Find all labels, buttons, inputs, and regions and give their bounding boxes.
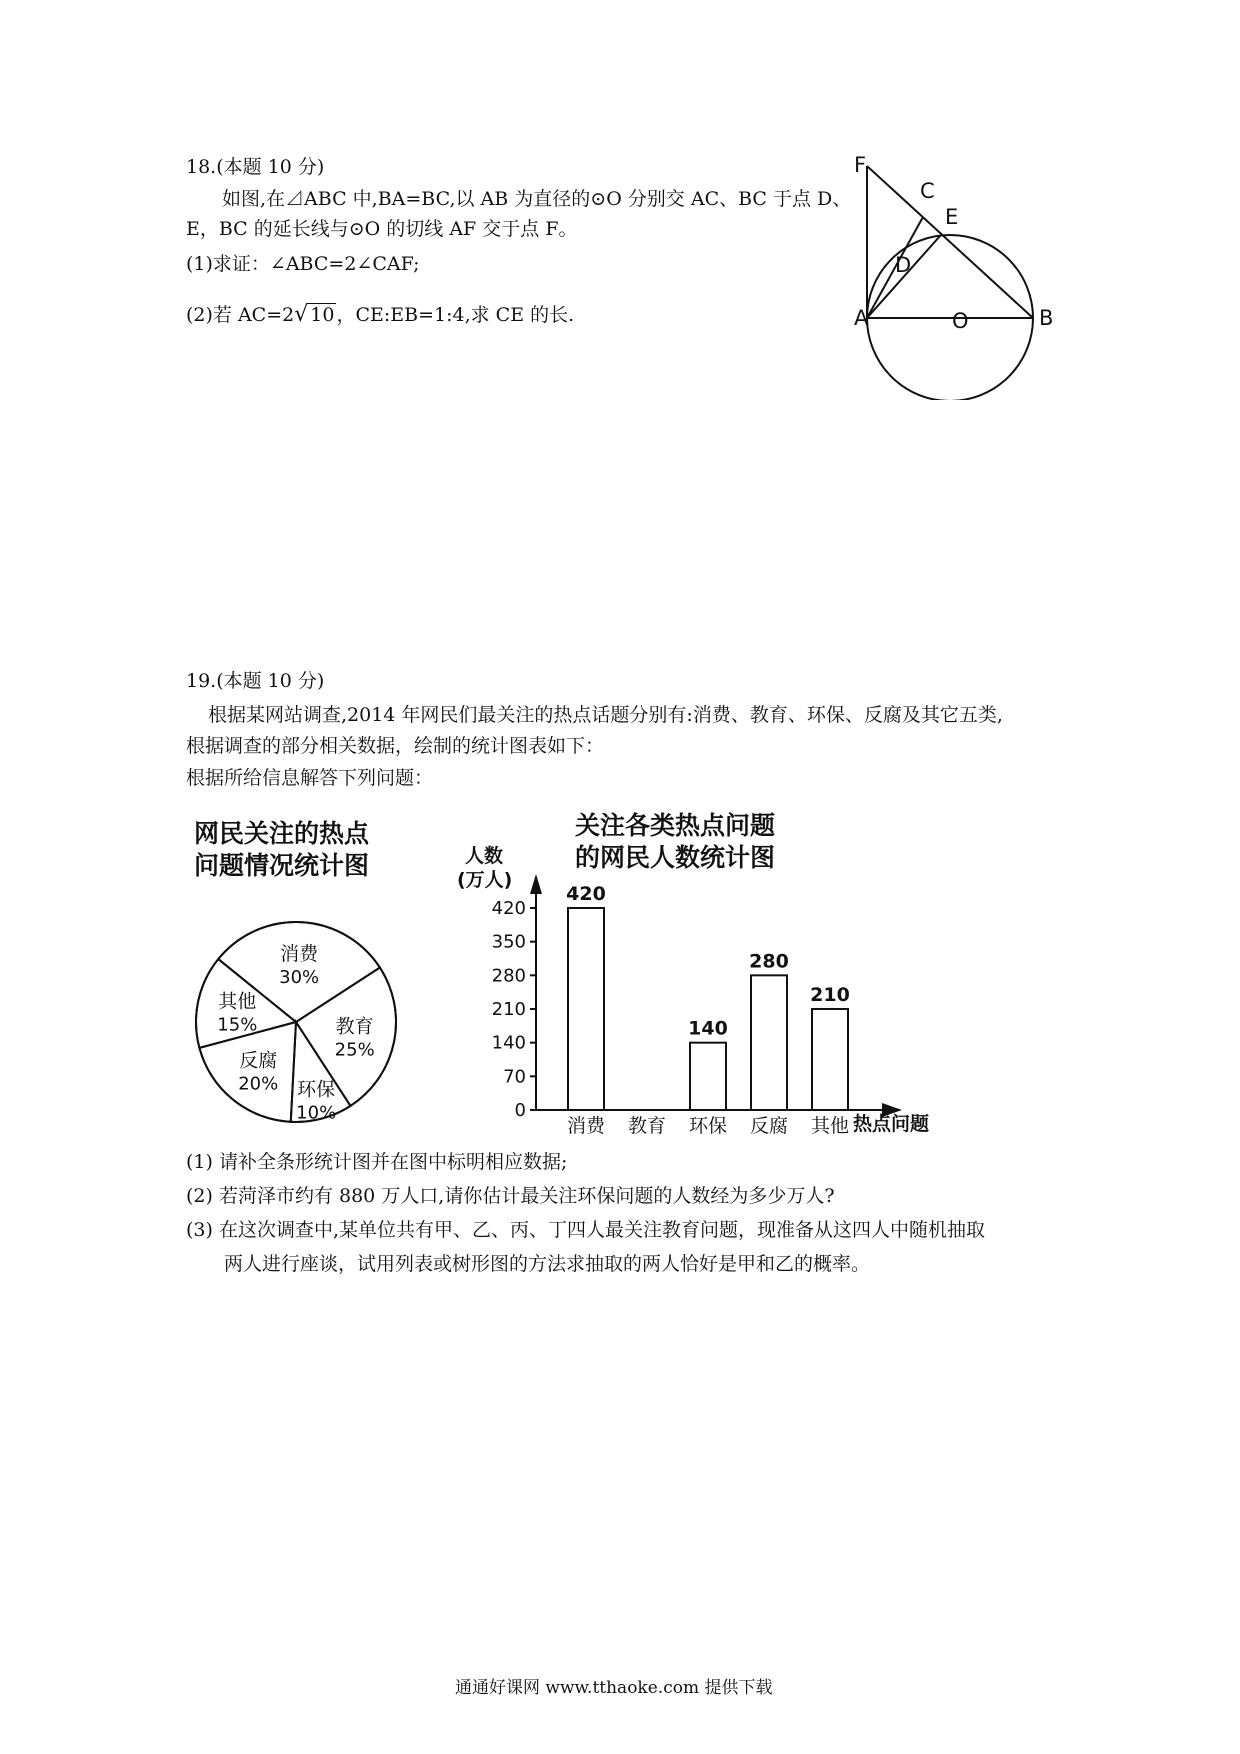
pie-slice-label: 反腐 bbox=[239, 1049, 278, 1072]
pie-slice-label: 消费 bbox=[280, 943, 319, 966]
q18-line1: 如图,在⊿ABC 中,BA=BC,以 AB 为直径的⊙O 分别交 AC、BC 于点 D、 bbox=[222, 188, 852, 210]
q19-line2: 根据调查的部分相关数据，绘制的统计图表如下： bbox=[186, 735, 605, 757]
pie-slice-label: 其他 bbox=[218, 990, 257, 1013]
q18-line2: E，BC 的延长线与⊙O 的切线 AF 交于点 F。 bbox=[186, 218, 578, 240]
q19-line1: 根据某网站调查,2014 年网民们最关注的热点话题分别有:消费、教育、环保、反腐及其它五类, bbox=[208, 704, 1003, 726]
label-f: F bbox=[854, 153, 867, 177]
pie-slice-label: 教育 bbox=[335, 1015, 374, 1038]
pie-title-line1: 网民关注的热点 bbox=[194, 819, 370, 848]
label-o: O bbox=[952, 309, 969, 333]
bar-value-label: 140 bbox=[688, 1017, 728, 1040]
y-axis-arrow bbox=[530, 874, 542, 894]
x-axis-label: 热点问题 bbox=[853, 1113, 930, 1135]
x-tick-label: 教育 bbox=[627, 1115, 667, 1137]
x-tick-label: 反腐 bbox=[749, 1115, 789, 1137]
bar bbox=[751, 975, 787, 1110]
geometry-figure bbox=[840, 150, 1080, 400]
q18-part2-radicand: 10 bbox=[310, 304, 335, 326]
y-axis-label-line2: (万人) bbox=[457, 869, 513, 891]
bar bbox=[812, 1009, 848, 1110]
bar bbox=[568, 908, 604, 1110]
label-d: D bbox=[895, 253, 912, 277]
label-b: B bbox=[1039, 306, 1054, 330]
pie-title-line2: 问题情况统计图 bbox=[194, 851, 370, 880]
q19-question-1: (1) 请补全条形统计图并在图中标明相应数据; bbox=[186, 1151, 568, 1173]
pie-slice-percent: 15% bbox=[217, 1014, 258, 1036]
y-ticks bbox=[492, 898, 536, 1121]
label-c: C bbox=[920, 179, 935, 203]
y-tick-label: 210 bbox=[491, 999, 526, 1020]
x-tick-label: 环保 bbox=[688, 1115, 728, 1137]
q19-line3: 根据所给信息解答下列问题： bbox=[186, 767, 434, 789]
pie-chart bbox=[180, 812, 440, 1142]
bar-title-line2: 的网民人数统计图 bbox=[575, 843, 776, 872]
y-tick-label: 280 bbox=[491, 965, 526, 987]
y-tick-label: 0 bbox=[514, 1100, 526, 1121]
q19-question-2: (2) 若菏泽市约有 880 万人口,请你估计最关注环保问题的人数经为多少万人? bbox=[186, 1185, 835, 1207]
sqrt-symbol: √ 10 bbox=[294, 302, 335, 327]
bar-value-label: 210 bbox=[810, 984, 850, 1006]
q18-part2 bbox=[186, 301, 574, 329]
bar-title-line1: 关注各类热点问题 bbox=[575, 811, 776, 840]
bar bbox=[690, 1043, 726, 1110]
y-tick-label: 70 bbox=[503, 1066, 526, 1088]
line-fb bbox=[867, 166, 1033, 318]
q19-question-3-cont: 两人进行座谈，试用列表或树形图的方法求抽取的两人恰好是甲和乙的概率。 bbox=[224, 1253, 871, 1275]
bars bbox=[566, 883, 850, 1110]
y-axis-label-line1: 人数 bbox=[465, 845, 504, 867]
q18-part1: (1)求证：∠ABC=2∠CAF; bbox=[186, 253, 420, 275]
pie-slice-percent: 30% bbox=[279, 967, 320, 989]
pie-slice-label: 环保 bbox=[297, 1078, 336, 1101]
bar-value-label: 280 bbox=[749, 950, 789, 973]
x-tick-label: 其他 bbox=[810, 1115, 850, 1137]
q19-header: 19.(本题 10 分) bbox=[186, 670, 325, 692]
footer: 通通好课网 www.tthaoke.com 提供下载 bbox=[455, 1678, 773, 1698]
pie-slice-percent: 10% bbox=[296, 1102, 337, 1124]
bar-value-label: 420 bbox=[566, 883, 606, 905]
pie-slice-percent: 25% bbox=[334, 1039, 375, 1061]
q18-part2-suffix: ，CE:EB=1:4,求 CE 的长. bbox=[336, 304, 575, 326]
x-tick-label: 消费 bbox=[566, 1115, 606, 1137]
pie-slice-percent: 20% bbox=[238, 1073, 279, 1095]
y-tick-label: 140 bbox=[491, 1032, 526, 1054]
q18-part2-prefix: (2)若 AC=2 bbox=[186, 304, 295, 326]
x-tick-labels bbox=[567, 1115, 849, 1137]
y-tick-label: 350 bbox=[491, 931, 526, 953]
label-a: A bbox=[854, 306, 869, 330]
y-tick-label: 420 bbox=[491, 898, 526, 919]
label-e: E bbox=[945, 205, 959, 229]
q18-header: 18.(本题 10 分) bbox=[186, 156, 325, 178]
q19-question-3: (3) 在这次调查中,某单位共有甲、乙、丙、丁四人最关注教育问题，现准备从这四人中随机抽取 bbox=[186, 1219, 985, 1241]
bar-chart bbox=[455, 800, 965, 1145]
